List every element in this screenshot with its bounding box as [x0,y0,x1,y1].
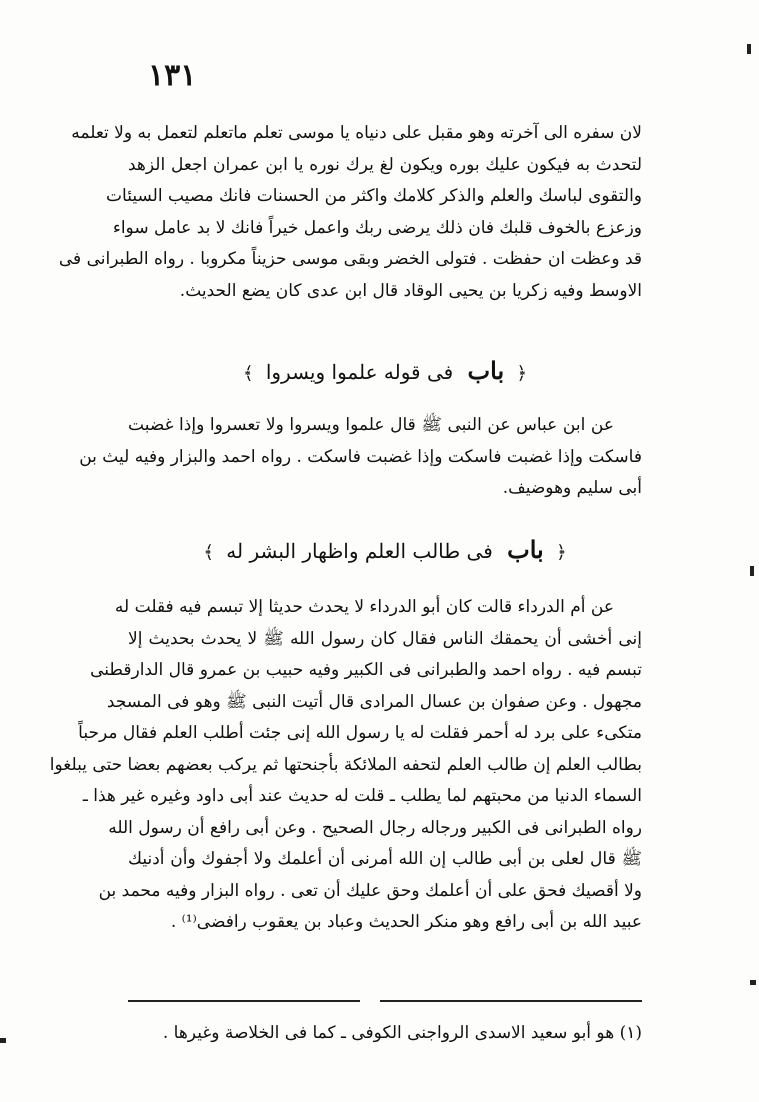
text-line: عن ابن عباس عن النبى ﷺ قال علموا ويسروا ولا تعسروا وإذا غضبت [128,415,614,435]
text-line: ولا أقصيك فحق على أن أعلمك وحق عليك أن تعى . رواه البزار وفيه محمد بن [98,880,642,901]
text-line: فاسكت وإذا غضبت فاسكت وإذا غضبت فاسكت . رواه احمد والبزار وفيه ليث بن [79,446,642,467]
paragraph-continuation [58,118,642,307]
text-line: بطالب العلم إن طالب العلم لتحفه الملائكة بأجنحتها ثم يركب بعضهم بعضا حتى يبلغوا [49,754,642,775]
text-line: والتقوى لباسك والعلم والذكر كلامك واكثر من الحسنات فانك مصيب السيئات [106,186,642,206]
text-line: تبسم فيه . رواه احمد والطبرانى فى الكبير وفيه حبيب بن عمرو قال الدارقطنى [90,660,642,680]
paragraph-hadith-ibn-abbas [79,410,642,505]
text-line: مجهول . وعن صفوان بن عسال المرادى قال أتيت النبى ﷺ وهو فى المسجد [106,691,642,712]
heading-title: فى طالب العلم واظهار البشر له [226,539,493,563]
text-line: عن أم الدرداء قالت كان أبو الدرداء لا يحدث حديثا إلا تبسم فيه فقلت له [114,597,614,617]
text-line: عبيد الله بن أبى رافع وهو منكر الحديث وعباد بن يعقوب رافضى⁽¹⁾ . [170,912,642,932]
footnote: (١) هو أبو سعيد الاسدى الرواجنى الكوفى ـ كما فى الخلاصة وغيرها . [162,1023,642,1043]
text-line: الاوسط وفيه زكريا بن يحيى الوقاد قال ابن عدى كان يضع الحديث. [179,280,642,301]
margin-mark [750,566,754,576]
text-line: أبى سليم وهوضيف. [502,478,642,498]
margin-mark [750,980,756,985]
text-line: متكىء على برد له أحمر فقلت له يا رسول الله إنى جئت أطلب العلم فقال مرحباً [78,723,642,743]
paragraph-hadith-umm-darda [49,592,642,939]
text-line: لتحدث به فيكون عليك بوره ويكون لغ يرك نوره يا ابن عمران اجعل الزهد [128,154,642,175]
footnote-divider-right [380,1000,642,1002]
chapter-heading [128,535,642,565]
heading-title: فى قوله علموا ويسروا [265,360,454,384]
text-line: لان سفره الى آخرته وهو مقبل على دنياه يا موسى تعلم ماتعلم لتعمل به ولا تعلمه [71,123,642,143]
heading-ornament-open: ﴿ [516,363,528,384]
text-line: ﷺ قال لعلى بن أبى طالب إن الله أمرنى أن أعلمك ولا أجفوك وأن أدنيك [128,849,642,869]
heading-bab: باب [467,356,505,385]
heading-ornament-open: ﴿ [556,542,567,563]
text-line: السماء الدنيا من محبتهم لما يطلب ـ قلت له حديث عند أبى داود وغيره غير هذا ـ [82,786,642,806]
footnote-divider-left [128,1000,360,1002]
margin-mark [0,1038,6,1043]
heading-ornament-close: ﴾ [242,363,254,384]
heading-bab: باب [507,535,544,564]
margin-mark [747,44,751,54]
text-line: وزعزع بالخوف قلبك فان ذلك يرضى ربك واعمل خيراً فانك لا بد عامل سواء [112,217,642,238]
text-line: رواه الطبرانى فى الكبير ورجاله رجال الصحيح . وعن أبى رافع أن رسول الله [108,817,642,838]
text-line: إنى أخشى أن يحمقك الناس فقال كان رسول الله ﷺ لا يحدث بحديث إلا [128,628,642,649]
heading-ornament-close: ﴾ [203,542,214,563]
page-number: ١٣١ [148,58,197,93]
chapter-heading [128,356,642,386]
text-line: قد وعظت ان حفظت . فتولى الخضر وبقى موسى حزيناً مكروبا . رواه الطبرانى فى [58,249,642,269]
